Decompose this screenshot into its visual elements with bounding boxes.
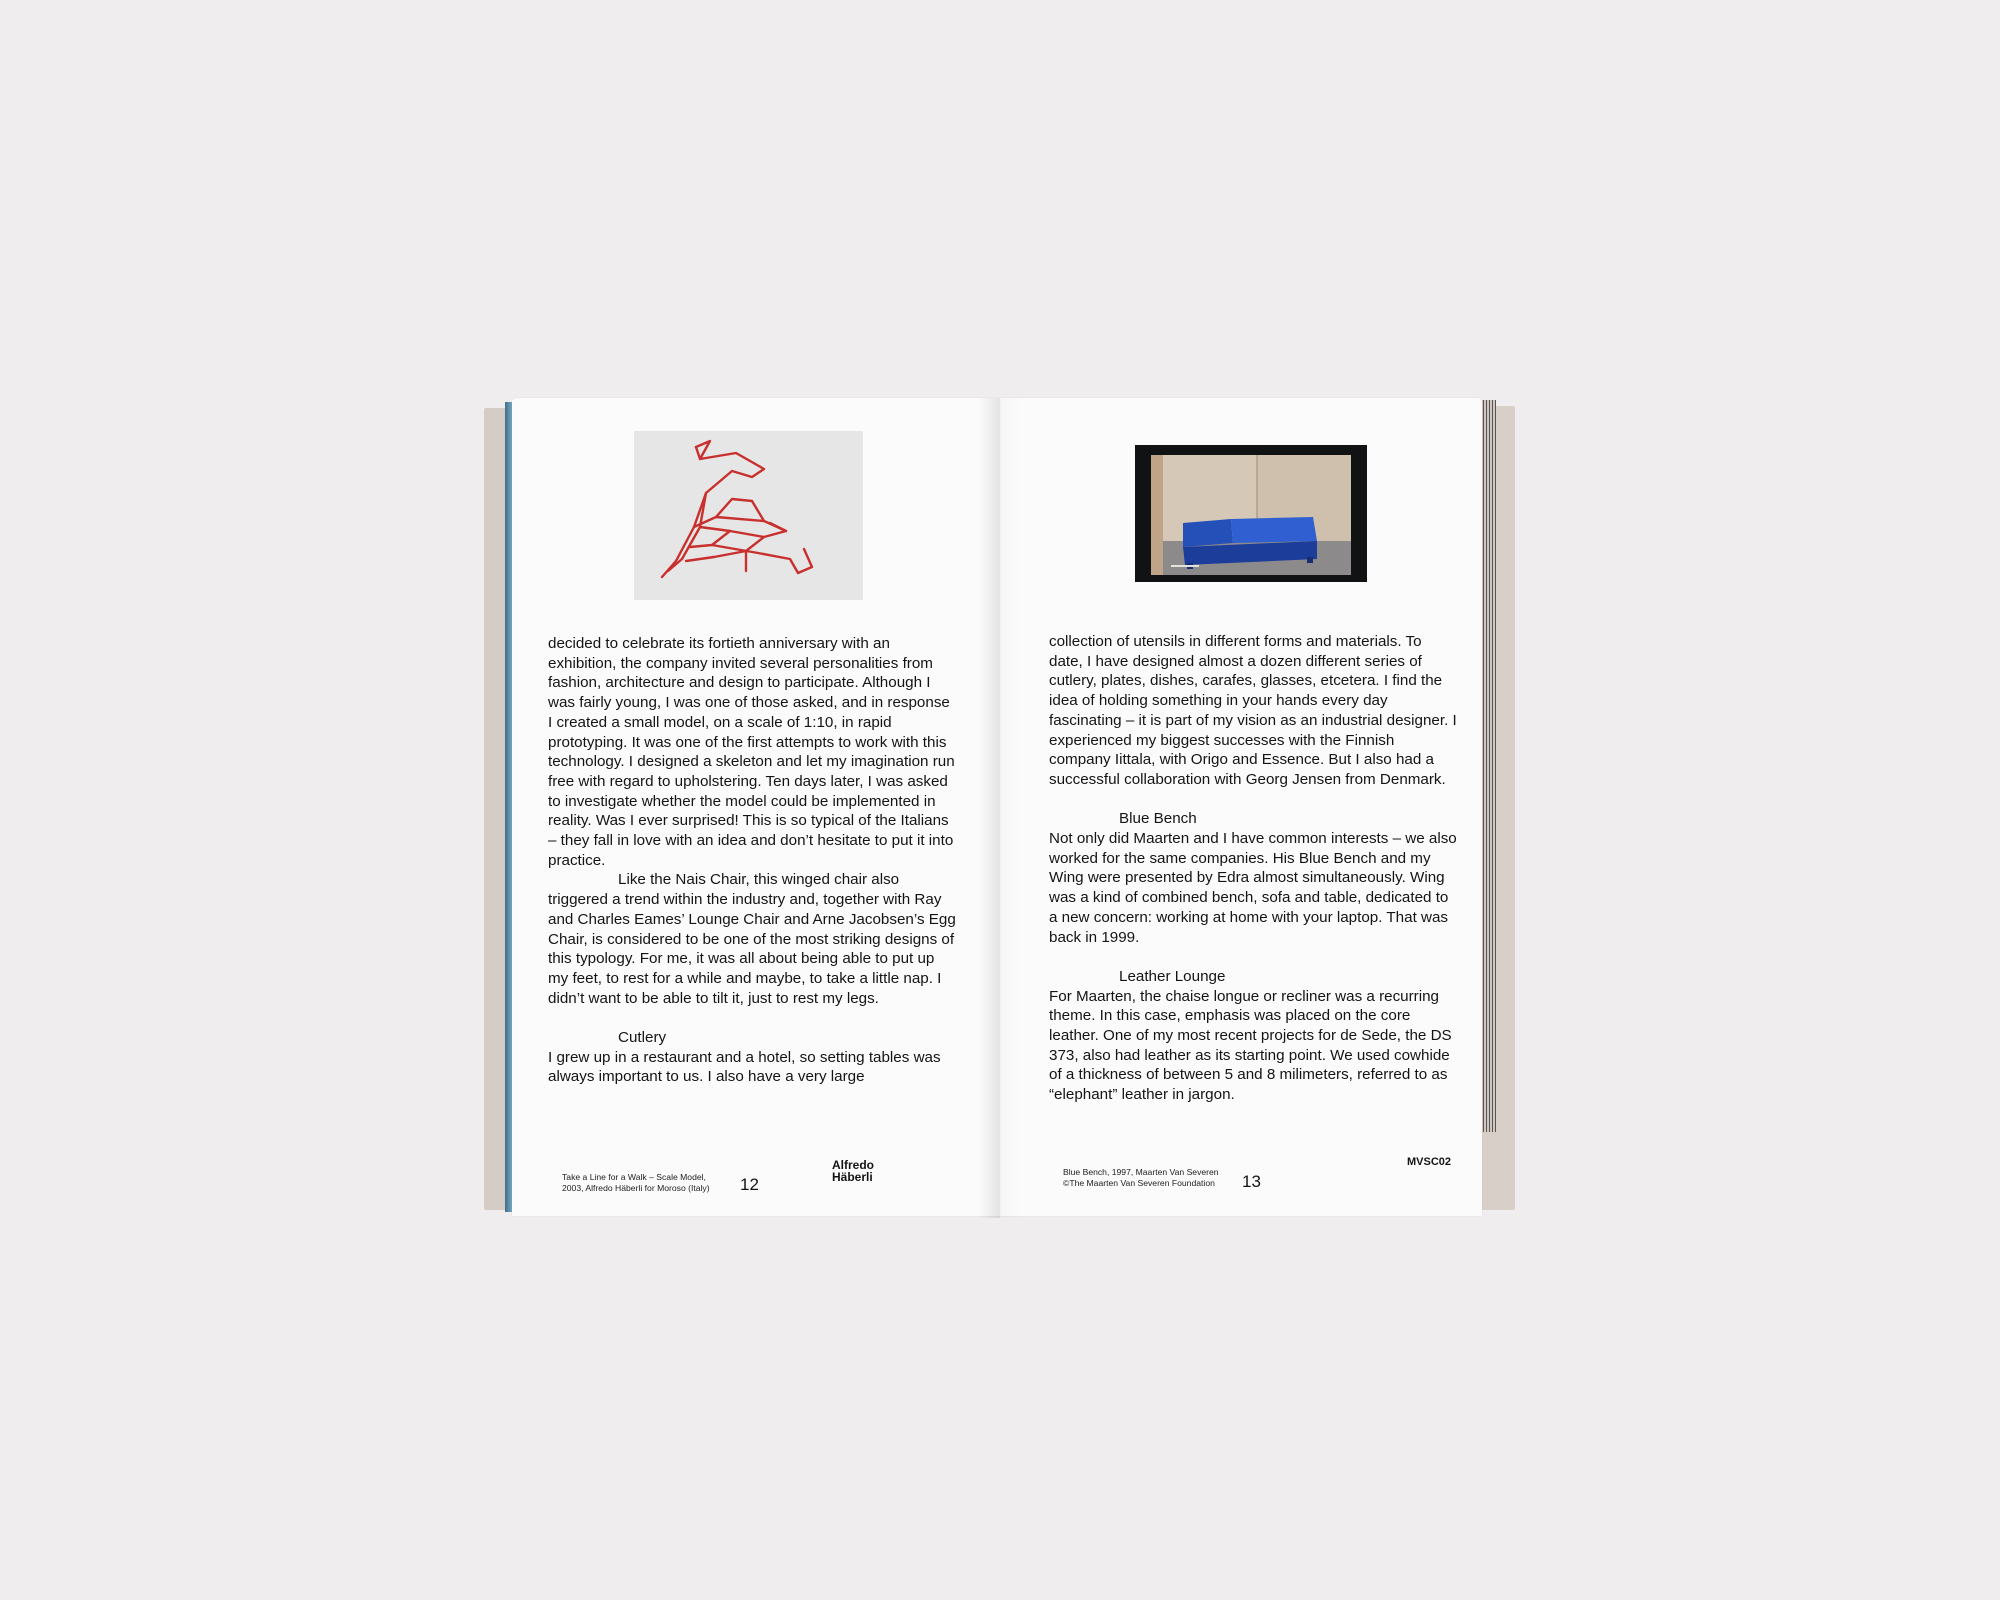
author-line: Alfredo	[832, 1158, 874, 1172]
paragraph: decided to celebrate its fortieth anniversary with an exhibition, the company invited several personalities from fashion, architecture and design to participate. Although I was fairly young, I was one of those asked, and in response I created a small model, on a scale of 1:10, in rapid prototyping. It was one of the first attempts to work with this technology. I designed a skeleton and let my imagination run free with regard to upholstering. Ten days later, I was asked to investigate whether the model could be implemented in reality. Was I ever surprised! This is so typical of the Italians – they fall in love with an idea and don’t hesitate to put it into practice.	[548, 635, 955, 869]
figure-caption-right	[1063, 1167, 1219, 1189]
paragraph: collection of utensils in different forms and materials. To date, I have designed almost a dozen different series of cutlery, plates, dishes, carafes, glasses, etcetera. I find the idea of holding something in your hands every day fascinating – it is part of my vision as an industrial designer. I experienced my biggest successes with the Finnish company Iittala, with Origo and Essence. But I also had a successful collaboration with Georg Jensen from Denmark.	[1049, 633, 1457, 788]
left-page-text	[548, 634, 958, 1087]
section-heading-leather-lounge: Leather Lounge	[1119, 967, 1226, 985]
caption-line: Take a Line for a Walk – Scale Model,	[562, 1172, 706, 1182]
page-number-right: 13	[1242, 1172, 1261, 1191]
right-page-text	[1049, 632, 1459, 1105]
blue-bench-illustration	[1135, 445, 1367, 582]
right-page-stack	[1480, 400, 1496, 1132]
caption-line: 2003, Alfredo Häberli for Moroso (Italy)	[562, 1183, 710, 1193]
author-name	[832, 1159, 874, 1183]
paragraph: Like the Nais Chair, this winged chair also triggered a trend within the industry and, together with Ray and Charles Eames’ Lounge Chair and Arne Jacobsen’s Egg Chair, is considered to be one of the most striking designs of this typology. For me, it was all about being able to put up my feet, to rest for a while and maybe, to take a little nap. I didn’t want to be able to tilt it, just to rest my legs.	[548, 871, 956, 1007]
paragraph: I grew up in a restaurant and a hotel, so setting tables was always important to us. I also have a very large	[548, 1048, 941, 1086]
figure-caption-left	[562, 1172, 710, 1194]
page-number-left: 12	[740, 1175, 759, 1194]
red-wire-chair-illustration	[634, 431, 863, 600]
caption-line: ©The Maarten Van Severen Foundation	[1063, 1178, 1215, 1188]
blue-bench-photo	[1135, 445, 1367, 582]
paragraph: Not only did Maarten and I have common interests – we also worked for the same companies. His Blue Bench and my Wing were presented by Edra almost simultaneously. Wing was a kind of combined bench, sofa and table, dedicated to a new concern: working at home with your laptop. That was back in 1999.	[1049, 830, 1457, 946]
section-heading-cutlery: Cutlery	[618, 1029, 667, 1047]
section-heading-blue-bench: Blue Bench	[1119, 810, 1197, 828]
chair-model-photo	[634, 431, 863, 600]
caption-line: Blue Bench, 1997, Maarten Van Severen	[1063, 1167, 1219, 1177]
book-gutter	[978, 398, 1022, 1218]
author-line: Häberli	[832, 1170, 873, 1184]
paragraph: For Maarten, the chaise longue or recliner was a recurring theme. In this case, emphasis was placed on the core leather. One of my most recent projects for de Sede, the DS 373, also had leather as its starting point. We used cowhide of a thickness of between 5 and 8 milimeters, referred to as “elephant” leather in jargon.	[1049, 987, 1452, 1104]
section-code: MVSC02	[1407, 1156, 1452, 1168]
